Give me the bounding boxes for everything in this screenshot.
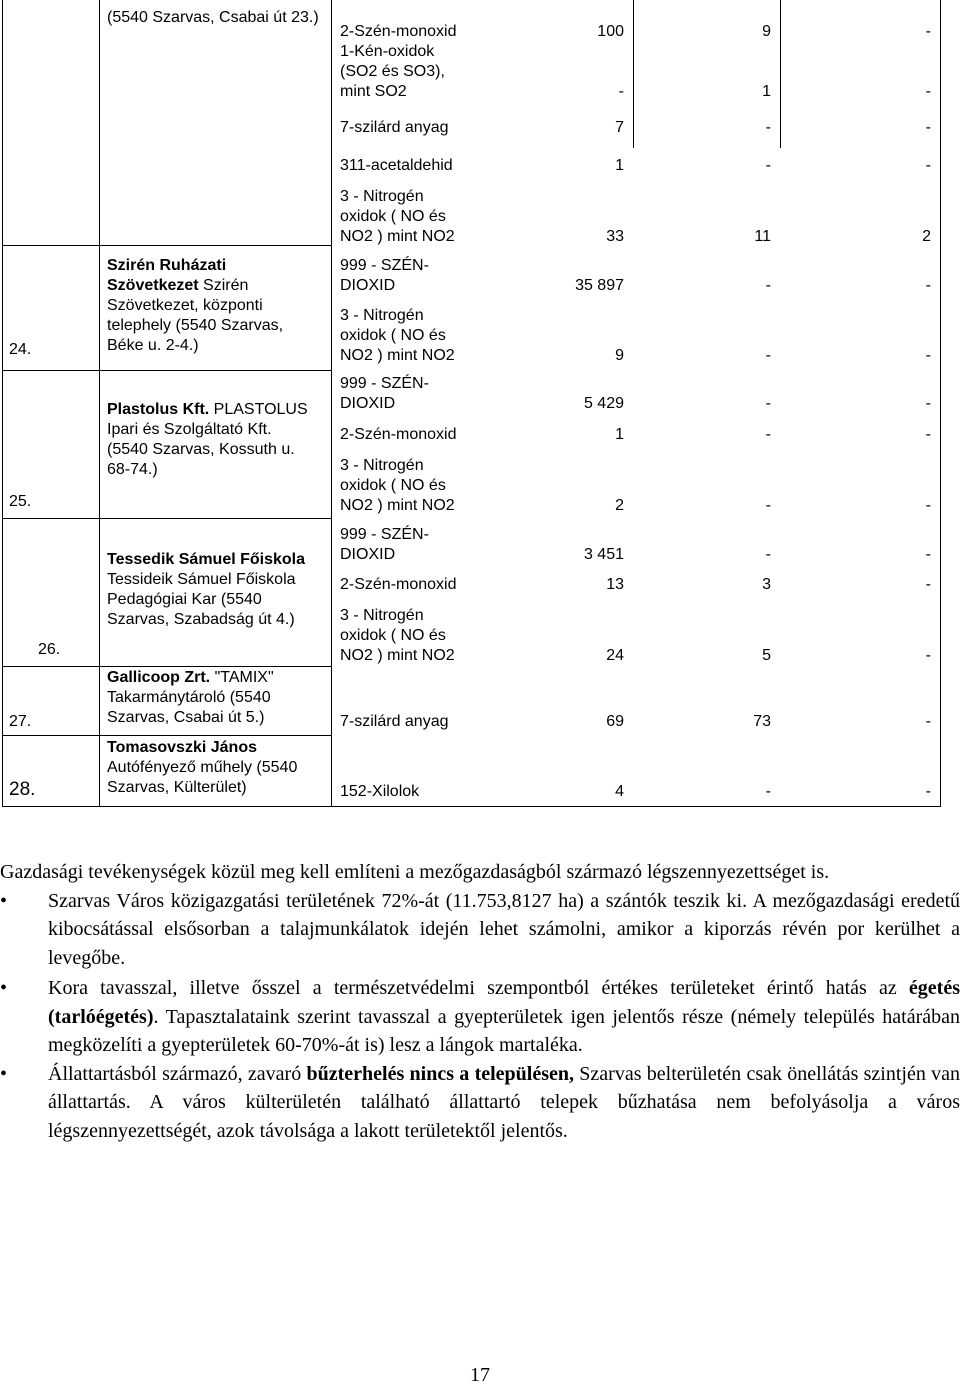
value-cell: - <box>925 119 931 136</box>
value-cell: 2 <box>922 228 931 245</box>
bullet-text-bold: égetés (tarlóégetés) <box>48 977 960 1028</box>
org-line: "TAMIX" <box>210 669 274 686</box>
pollutant-name: DIOXID <box>340 277 396 294</box>
value-cell: - <box>925 395 931 412</box>
table-row-divider <box>2 735 332 736</box>
value-cell: - <box>765 157 771 174</box>
org-line: Plastolus Kft. <box>107 401 210 418</box>
pollutant-name: NO2 ) mint NO2 <box>340 497 455 514</box>
value-cell: 13 <box>606 576 624 593</box>
org-line: Szövetkezet <box>107 277 199 294</box>
value-cell: 35 897 <box>575 277 624 294</box>
value-cell: 73 <box>753 713 771 730</box>
value-cell: 69 <box>606 713 624 730</box>
pollutant-name: 311-acetaldehid <box>340 157 453 174</box>
value-cell: - <box>765 347 771 364</box>
table-row-divider <box>2 370 332 371</box>
value-cell: 100 <box>597 23 624 40</box>
row-number: 28. <box>9 779 36 800</box>
pollutant-name: (SO2 és SO3), <box>340 63 445 80</box>
org-line: PLASTOLUS <box>209 401 308 418</box>
value-cell: 9 <box>762 23 771 40</box>
value-cell: 5 429 <box>583 395 624 412</box>
value-cell: - <box>925 497 931 514</box>
value-cell: - <box>925 546 931 563</box>
pollutant-name: oxidok ( NO és <box>340 477 446 494</box>
pollutant-name: 999 - SZÉN- <box>340 526 429 543</box>
table-border-right <box>940 0 941 806</box>
org-name-tomasovszki <box>107 738 297 798</box>
value-cell: 11 <box>754 228 771 245</box>
bullet-icon: • <box>0 1062 8 1085</box>
pollutant-name: DIOXID <box>340 395 396 412</box>
value-cell: - <box>765 395 771 412</box>
org-line: Gallicoop Zrt. <box>107 669 211 686</box>
bullet-item <box>0 1060 960 1146</box>
table-col-divider <box>99 0 100 806</box>
org-line: (5540 Szarvas, Kossuth u. <box>107 441 295 458</box>
value-cell: - <box>618 83 624 100</box>
row-number: 27. <box>9 713 32 730</box>
bullet-text: Kora tavasszal, illetve ősszel a természetvédelmi szempontból értékes területeket érintő hatás az <box>48 977 909 999</box>
org-line: Szarvas, Szabadság út 4.) <box>107 611 295 628</box>
value-cell: - <box>925 347 931 364</box>
value-cell: - <box>925 576 931 593</box>
table-col-divider <box>633 0 634 148</box>
pollutant-name: 3 - Nitrogén <box>340 307 424 324</box>
bullet-text: Szarvas Város közigazgatási területének 72%-át (11.753,8127 ha) a szántók teszik ki. A mezőgazdasági eredetű kibocsátással elsősorban a talajmunkálatok idején lehet számolni, amikor a kiporzás révén por kerülhet a levegőbe. <box>48 889 960 969</box>
table-row-divider <box>2 518 332 519</box>
value-cell: - <box>925 83 931 100</box>
page-number: 17 <box>470 1364 490 1386</box>
org-line: Ipari és Szolgáltató Kft. <box>107 421 272 438</box>
value-cell: - <box>765 119 771 136</box>
org-name-szirén <box>107 256 283 356</box>
org-line: Pedagógiai Kar (5540 <box>107 591 262 608</box>
value-cell: 1 <box>615 157 624 174</box>
pollutant-name: 2-Szén-monoxid <box>340 23 457 40</box>
pollutant-name: 3 - Nitrogén <box>340 607 424 624</box>
org-line: 68-74.) <box>107 461 158 478</box>
value-cell: - <box>925 713 931 730</box>
table-col-divider <box>331 0 332 806</box>
value-cell: - <box>925 783 931 800</box>
value-cell: 1 <box>762 83 771 100</box>
value-cell: - <box>765 497 771 514</box>
table-border-left <box>2 0 3 806</box>
pollutant-name: 7-szilárd anyag <box>340 713 449 730</box>
value-cell: 3 451 <box>583 546 624 563</box>
org-line: Autófényező műhely (5540 <box>107 759 298 776</box>
value-cell: 4 <box>615 783 624 800</box>
table-row-divider <box>2 666 332 667</box>
intro-paragraph: Gazdasági tevékenységek közül meg kell említeni a mezőgazdaságból származó légszennyezettséget is. <box>0 861 830 883</box>
bullet-item <box>0 974 960 1060</box>
value-cell: 2 <box>615 497 624 514</box>
value-cell: - <box>925 23 931 40</box>
pollutant-name: DIOXID <box>340 546 396 563</box>
pollutant-name: oxidok ( NO és <box>340 327 446 344</box>
value-cell: - <box>925 647 931 664</box>
org-line: Szarvas, Külterület) <box>107 779 247 796</box>
org-line: Tessideik Sámuel Főiskola <box>107 571 296 588</box>
value-cell: - <box>925 426 931 443</box>
pollutant-name: 3 - Nitrogén <box>340 457 424 474</box>
pollutant-name: 7-szilárd anyag <box>340 119 449 136</box>
body-text <box>0 858 960 1145</box>
org-line: Szirén <box>198 277 249 294</box>
pollutant-name: oxidok ( NO és <box>340 627 446 644</box>
value-cell: - <box>765 426 771 443</box>
pollutant-name: mint SO2 <box>340 83 407 100</box>
value-cell: - <box>925 157 931 174</box>
org-line: Tessedik Sámuel Főiskola <box>107 551 306 568</box>
pollutant-name: 999 - SZÉN- <box>340 375 429 392</box>
row-number: 26. <box>38 641 61 658</box>
org-line: Takarmánytároló (5540 <box>107 689 271 706</box>
pollutant-name: 999 - SZÉN- <box>340 257 429 274</box>
value-cell: 3 <box>762 576 771 593</box>
value-cell: - <box>765 277 771 294</box>
org-name-tessedik <box>107 550 305 630</box>
pollutant-name: 1-Kén-oxidok <box>340 43 435 60</box>
row-number: 25. <box>9 493 32 510</box>
pollutant-name: 2-Szén-monoxid <box>340 426 457 443</box>
value-cell: 1 <box>615 426 624 443</box>
org-continuation: (5540 Szarvas, Csabai út 23.) <box>107 9 319 26</box>
bullet-icon: • <box>0 889 8 912</box>
table-col-divider <box>780 0 781 148</box>
value-cell: - <box>925 277 931 294</box>
table-border-bottom <box>2 806 941 807</box>
org-line: Tomasovszki János <box>107 739 257 756</box>
value-cell: - <box>765 546 771 563</box>
pollutant-name: NO2 ) mint NO2 <box>340 347 455 364</box>
org-name-gallicoop <box>107 668 274 728</box>
pollutant-name: NO2 ) mint NO2 <box>340 647 455 664</box>
bullet-icon: • <box>0 977 8 999</box>
pollutant-name: 2-Szén-monoxid <box>340 576 457 593</box>
value-cell: 7 <box>615 119 624 136</box>
value-cell: 24 <box>606 647 624 664</box>
org-line: Szirén Ruházati <box>107 257 227 274</box>
row-number: 24. <box>9 341 32 358</box>
org-line: telephely (5540 Szarvas, <box>107 317 284 334</box>
org-line: Szarvas, Csabai út 5.) <box>107 709 265 726</box>
bullet-text: Állattartásból származó, zavaró <box>48 1062 307 1085</box>
bullet-item <box>0 887 960 973</box>
pollutant-name: 3 - Nitrogén <box>340 188 424 205</box>
value-cell: 33 <box>606 228 624 245</box>
org-name-plastolus <box>107 400 308 480</box>
bullet-text-bold: bűzterhelés nincs a településen, <box>306 1062 575 1085</box>
pollutant-name: NO2 ) mint NO2 <box>340 228 455 245</box>
org-line: Béke u. 2-4.) <box>107 337 199 354</box>
bullet-text: Szarvas belterületén csak önellátás szintjén van állattartás. A város külterületén található állattartó telepek bűzhatása nem befolyásolja a város légszennyezettségét, azok távolsága a lakott területektől jelentős. <box>48 1062 960 1142</box>
value-cell: 5 <box>762 647 771 664</box>
org-line: Szövetkezet, központi <box>107 297 263 314</box>
pollutant-name: oxidok ( NO és <box>340 208 446 225</box>
pollutant-name: 152-Xilolok <box>340 783 420 800</box>
bullet-text: . Tapasztalataink szerint tavasszal a gyepterületek igen jelentős része (némely település határában megközelíti a gyepterületek 60-70%-át is) lesz a lángok martaléka. <box>48 1005 960 1056</box>
value-cell: - <box>765 783 771 800</box>
value-cell: 9 <box>615 347 624 364</box>
table-row-divider <box>2 245 332 246</box>
